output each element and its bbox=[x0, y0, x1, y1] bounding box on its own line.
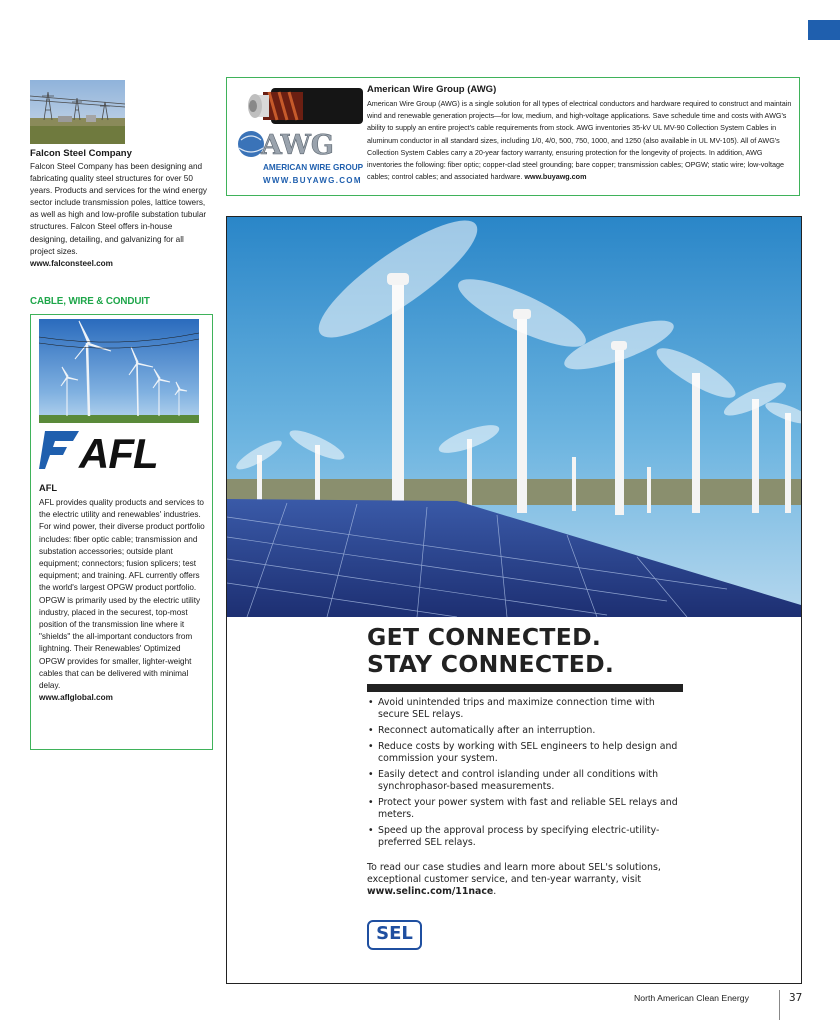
falcon-url-link[interactable]: www.falconsteel.com bbox=[30, 258, 113, 268]
footer-divider bbox=[779, 990, 780, 1020]
afl-wind-photo bbox=[39, 319, 199, 423]
afl-body-text: AFL provides quality products and services to the electric utility and renewables' industries. For wind power, their diverse product portfolio includes: fiber optic cable; transmission and substation accessories; outside plant equipment; connectors; fusion splicers; test equipment; and training. AFL currently offers the world's largest OPGW product portfolio. OPGW is primarily used by the electric utility industry, placed in the securest, top-most position of the transmission line where it "shields" the all-important conductors from lightning. Their Renewables' Optimized OPGW provides for smaller, lighter-weight cables that can be delivered with minimal delay. bbox=[39, 498, 205, 691]
publication-name: North American Clean Energy bbox=[634, 993, 749, 1003]
bullet-item: • Reconnect automatically after an interruption. bbox=[367, 725, 687, 737]
ad-call-to-action bbox=[367, 862, 687, 899]
afl-mark-icon bbox=[39, 431, 79, 469]
awg-globe-logo bbox=[238, 130, 363, 185]
bullet-item: • Easily detect and control islanding under all conditions with synchrophasor-based measurements. bbox=[367, 769, 687, 793]
falcon-title: Falcon Steel Company bbox=[30, 148, 132, 159]
headline-line-1: GET CONNECTED. bbox=[367, 623, 602, 651]
headline-rule bbox=[367, 684, 683, 692]
afl-title: AFL bbox=[39, 483, 58, 493]
wind-solar-photo bbox=[227, 217, 801, 617]
ad-bullet-list bbox=[367, 697, 687, 853]
cable-icon bbox=[248, 88, 363, 124]
awg-description bbox=[367, 98, 795, 183]
svg-text:WWW.BUYAWG.COM: WWW.BUYAWG.COM bbox=[263, 176, 362, 185]
cta-text: To read our case studies and learn more about SEL's solutions, exceptional customer service, and ten-year warranty, visit bbox=[367, 862, 661, 886]
page-number: 37 bbox=[789, 991, 803, 1004]
awg-url-link[interactable]: www.buyawg.com bbox=[524, 172, 587, 182]
cta-end: . bbox=[493, 886, 497, 898]
awg-listing bbox=[226, 77, 800, 196]
afl-logo bbox=[39, 425, 199, 475]
bullet-item: • Reduce costs by working with SEL engineers to help design and commission your system. bbox=[367, 741, 687, 765]
afl-listing bbox=[30, 314, 213, 750]
awg-cable-logo-image bbox=[233, 82, 363, 192]
falcon-description bbox=[30, 161, 210, 270]
bullet-item: • Speed up the approval process by specifying electric-utility-preferred SEL relays. bbox=[367, 825, 687, 849]
awg-title: American Wire Group (AWG) bbox=[367, 84, 497, 95]
svg-text:AFL: AFL bbox=[79, 430, 158, 475]
afl-description bbox=[39, 497, 207, 704]
section-heading: CABLE, WIRE & CONDUIT bbox=[30, 296, 150, 307]
falcon-body-text: Falcon Steel Company has been designing and fabricating quality steel structures for over 50 years. Products and services for the wind energy sector include transmission poles, lattice towers, as well as high and low-profile substation tubular structures. Falcon Steel offers in-house designing, detailing, and galvanizing for all project sizes. bbox=[30, 162, 208, 256]
svg-text:AWG: AWG bbox=[261, 130, 334, 161]
sel-logo: SEL bbox=[367, 920, 422, 950]
headline-line-2: STAY CONNECTED. bbox=[367, 650, 615, 678]
sel-advertisement bbox=[226, 216, 802, 984]
afl-url-link[interactable]: www.aflglobal.com bbox=[39, 693, 113, 703]
svg-text:AMERICAN WIRE GROUP: AMERICAN WIRE GROUP bbox=[263, 163, 363, 172]
ad-headline bbox=[367, 624, 614, 678]
bullet-item: • Avoid unintended trips and maximize connection time with secure SEL relays. bbox=[367, 697, 687, 721]
cta-url-link[interactable]: www.selinc.com/11nace bbox=[367, 886, 494, 898]
awg-body-text: American Wire Group (AWG) is a single solution for all types of electrical conductors and hardware required to construct and maintain wind and renewable generation projects—for low, medium, and high-voltage applications. Save schedule time and costs with AWG's ability to supply an entire project's cable requirements from stock. AWG inventories 35-kV UL MV-90 Collection System Cables in aluminum conductor in all standard sizes, including 1/0, 4/0, 500, 750, 1000, and 1250 (also available in UL MV-105). All of AWG's Collection System Cables carry a 20-year factory warranty, ensuring protection for the longevity of projects. In addition, AWG inventories the following: fiber optic; copper-clad steel grounding; bare copper; transmission cables; OPGW; static wire; low-voltage cables; control cables; and associated hardware. bbox=[367, 99, 792, 182]
corner-tab bbox=[808, 20, 840, 40]
bullet-item: • Protect your power system with fast and reliable SEL relays and meters. bbox=[367, 797, 687, 821]
falcon-photo bbox=[30, 80, 125, 144]
